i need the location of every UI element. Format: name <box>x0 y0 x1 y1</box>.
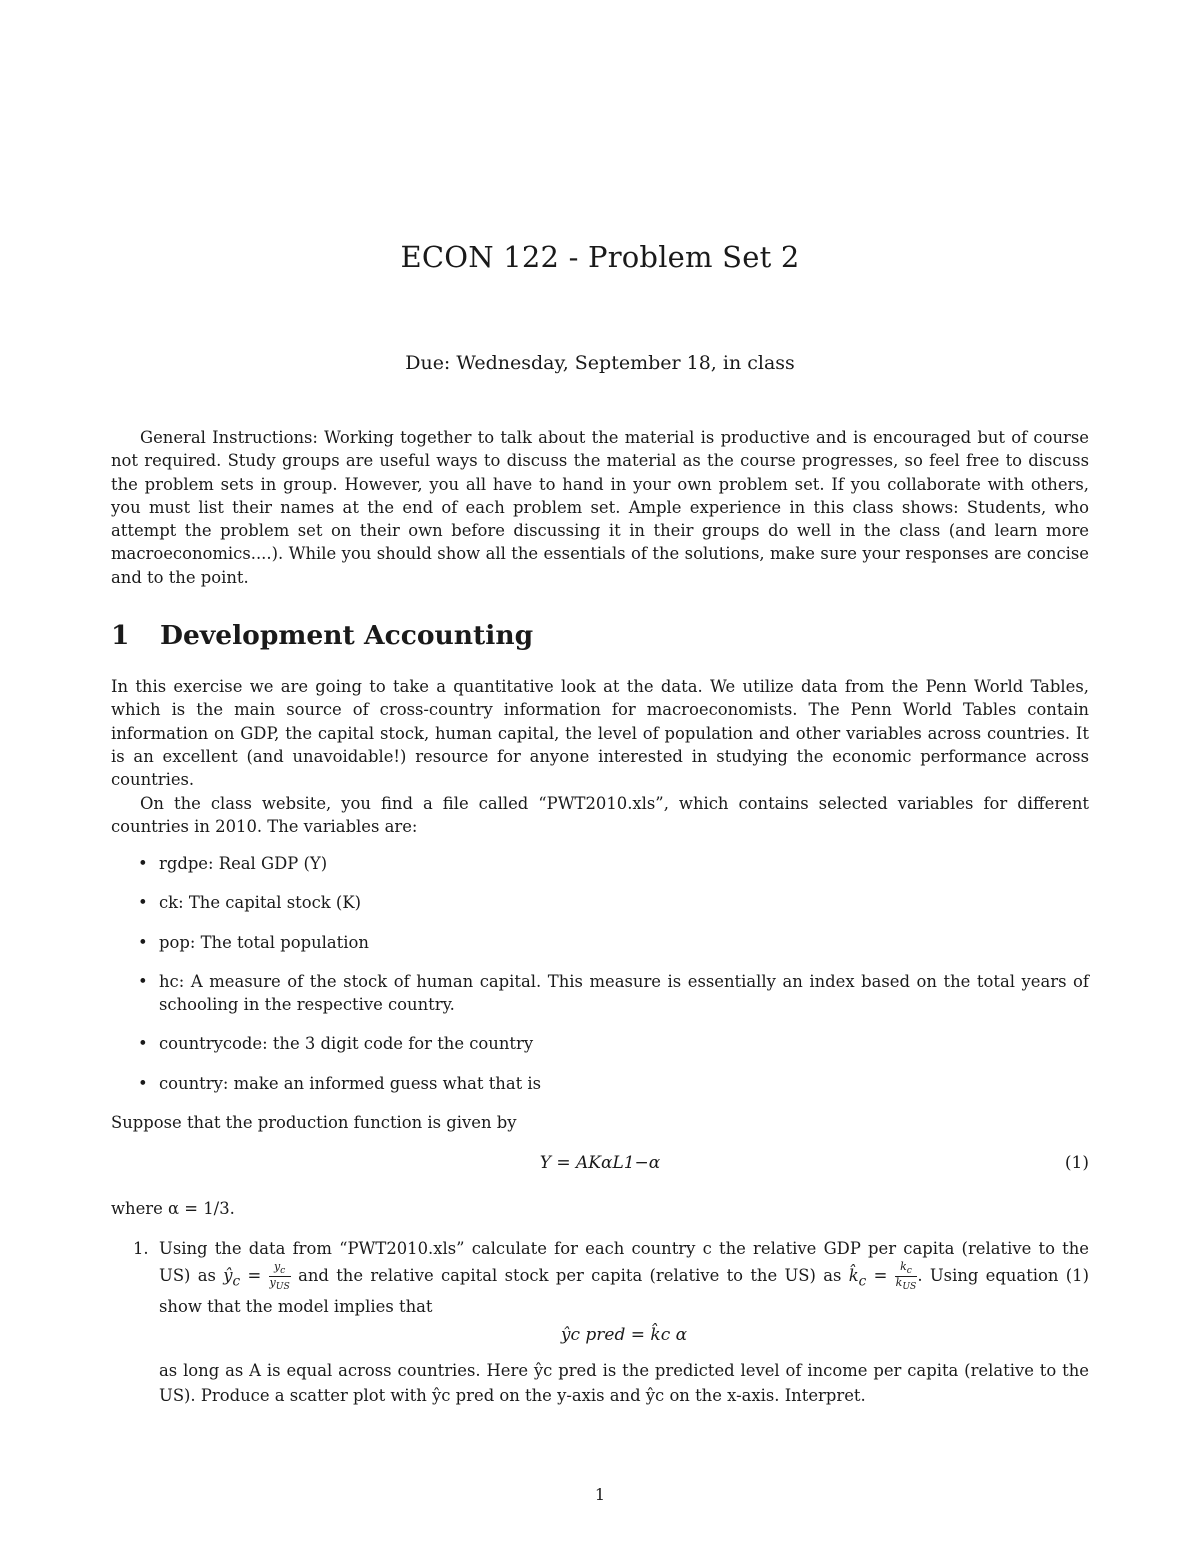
document-title: ECON 122 - Problem Set 2 <box>400 240 800 274</box>
alpha-definition: where α = 1/3. <box>111 1199 235 1218</box>
general-instructions: General Instructions: Working together to talk about the material is productive and is encouraged but of course not required. Study groups are useful ways to discuss the material as the course progresses, so feel free to discuss the problem sets in group. However, you all have to hand in your own problem set. If you collaborate with others, you must list their names at the end of each problem set. Ample experience in this class shows: Students, who attempt the problem set on their own before discussing it in their groups do well in the class (and learn more macroeconomics....). While you should show all the essentials of the solutions, make sure your responses are concise and to the point. <box>111 428 1089 587</box>
equation-number: (1) <box>1064 1153 1089 1173</box>
list-item: • countrycode: the 3 digit code for the country <box>111 1032 1089 1055</box>
question-item: 1. Using the data from “PWT2010.xls” calculate for each country c the relative GDP per capita (relative to the US) as $ŷ_c$ = $\frac{y_c}{y_{US}}$ and the relative capital stock per capita (relative to the US) as $k̂_c$ = $\frac{k_c}{k_{US}}$ . Using equation (1) show that the model implies that ŷc pred = k̂c α as long as A is equal across countries. Here ŷc pred is the predicted level of income per capita (relative to the US). Produce a scatter plot with ŷc pred on the y-axis and ŷc on the x-axis. Interpret. <box>111 1236 1089 1408</box>
section-paragraph-1: In this exercise we are going to take a quantitative look at the data. We utilize data from the Penn World Tables, which is the main source of cross-country information for macroeconomists. The Penn World Tables contain information on GDP, the capital stock, human capital, the level of population and other variables across countries. It is an excellent (and unavoidable!) resource for anyone interested in studying the economic performance across countries. <box>111 677 1089 790</box>
list-item: • ck: The capital stock (K) <box>111 891 1089 914</box>
bullet-icon: • <box>138 893 148 913</box>
section-paragraph-2: On the class website, you find a file called “PWT2010.xls”, which contains selected variables for different countries in 2010. The variables are: <box>111 794 1089 837</box>
equation-text: Y = AKαL1−α <box>539 1153 661 1173</box>
question-list <box>111 1236 1089 1408</box>
k-ratio-fraction: $\frac{k_c}{k_{US}}$ <box>895 1260 917 1293</box>
list-item: • rgdpe: Real GDP (Y) <box>111 852 1089 875</box>
page-number: 1 <box>594 1485 606 1504</box>
bullet-icon: • <box>138 971 148 991</box>
list-item: • pop: The total population <box>111 931 1089 954</box>
y-ratio-fraction: $\frac{y_c}{y_{US}}$ <box>269 1260 290 1293</box>
bullet-icon: • <box>138 1073 148 1093</box>
section-number: 1 <box>111 620 130 651</box>
bullet-icon: • <box>138 1034 148 1054</box>
bullet-icon: • <box>138 854 148 873</box>
question-continuation: as long as A is equal across countries. Here ŷc pred is the predicted level of income per capita (relative to the US). Produce a scatter plot with ŷc pred on the y-axis and ŷc on the x-axis. Interpret. <box>159 1361 1089 1406</box>
list-item: • hc: A measure of the stock of human capital. This measure is essentially an index based on the total years of schooling in the respective country. <box>138 971 1089 1015</box>
variable-list <box>111 852 1089 1111</box>
question-number: 1. <box>133 1239 149 1258</box>
due-date: Due: Wednesday, September 18, in class <box>405 352 795 374</box>
production-equation <box>111 1153 1089 1181</box>
production-intro: Suppose that the production function is given by <box>111 1113 517 1132</box>
bullet-icon: • <box>138 932 148 952</box>
section-title: Development Accounting <box>160 620 534 651</box>
prediction-equation: ŷc pred = k̂c α <box>560 1325 688 1346</box>
list-item: • country: make an informed guess what that is <box>111 1072 1089 1095</box>
section-heading <box>111 620 533 651</box>
